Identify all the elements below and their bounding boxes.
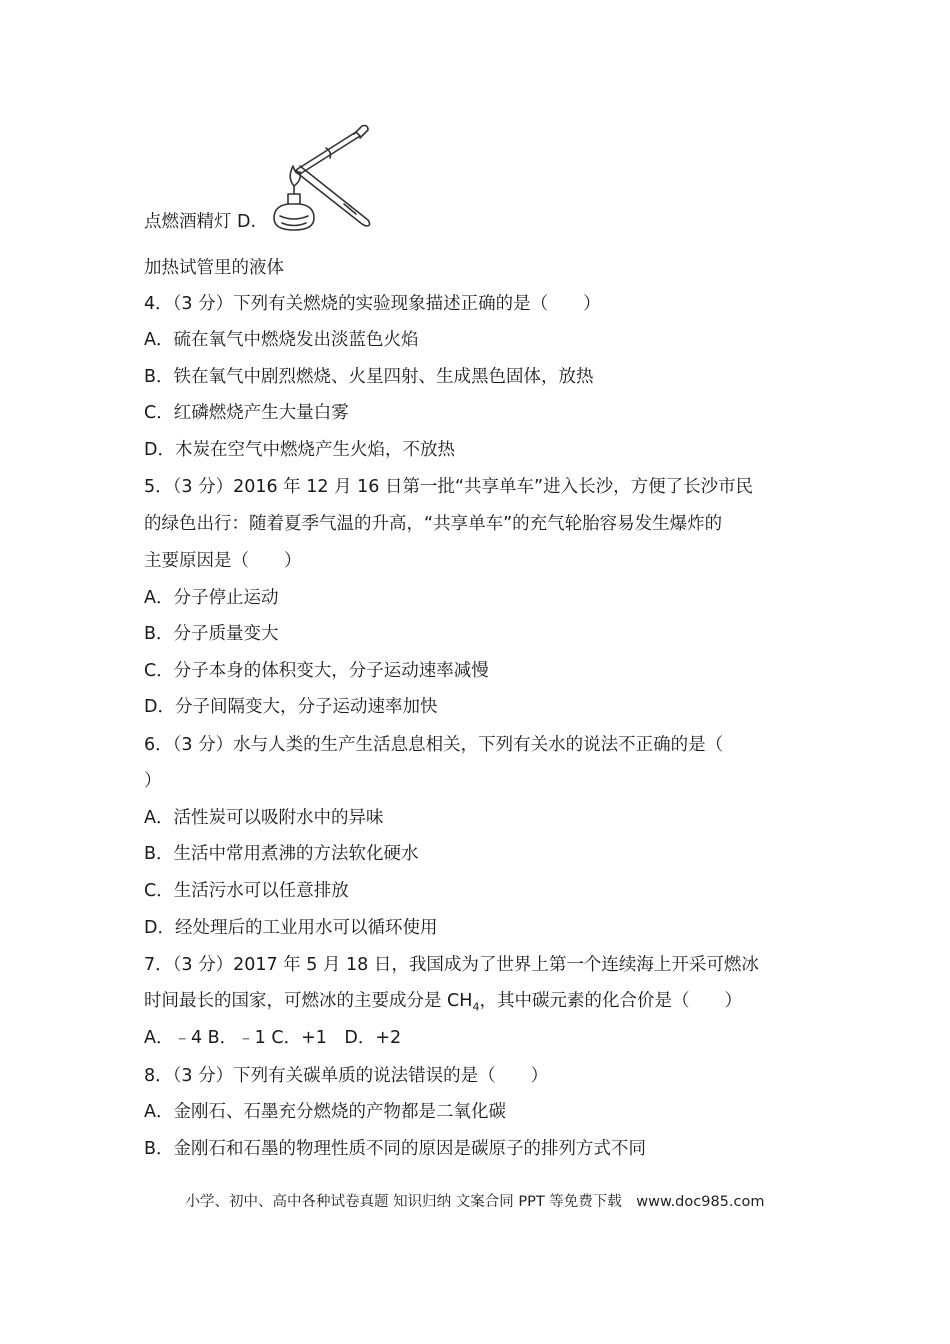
question-7-stem-line-1: 7．（3 分）2017 年 5 月 18 日，我国成为了世界上第一个连续海上开采可燃冰 (144, 955, 759, 975)
question-5-stem-line-3: 主要原因是（ ） (144, 551, 302, 571)
question-8-option-a: A．金刚石、石墨充分燃烧的产物都是二氧化碳 (144, 1102, 506, 1122)
question-6-option-c: C．生活污水可以任意排放 (144, 881, 349, 901)
figure-c-caption: 点燃酒精灯 D. (144, 212, 257, 232)
question-5-stem-line-1: 5．（3 分）2016 年 12 月 16 日第一批“共享单车”进入长沙，方便了长沙市民 (144, 477, 754, 497)
question-5-option-d: D．分子间隔变大，分子运动速率加快 (144, 697, 438, 717)
question-4-option-a: A．硫在氧气中燃烧发出淡蓝色火焰 (144, 330, 419, 350)
question-6-stem-line-2: ） (144, 771, 162, 791)
question-6-option-a: A．活性炭可以吸附水中的异味 (144, 808, 384, 828)
question-6-stem-line-1: 6．（3 分）水与人类的生产生活息息相关，下列有关水的说法不正确的是（ (144, 735, 724, 755)
question-5-stem-line-2: 的绿色出行：随着夏季气温的升高，“共享单车”的充气轮胎容易发生爆炸的 (144, 514, 723, 534)
question-7-stem-line-2 (144, 989, 742, 1020)
question-7-options: A．﹣4 B．﹣1 C．+1 D．+2 (144, 1028, 402, 1048)
question-7-stem-prefix: 时间最长的国家，可燃冰的主要成分是 CH (144, 991, 473, 1011)
question-5-option-a: A．分子停止运动 (144, 588, 279, 608)
page-footer: 小学、初中、高中各种试卷真题 知识归纳 文案合同 PPT 等免费下载 www.doc985.com (185, 1194, 765, 1210)
question-4-option-b: B．铁在氧气中剧烈燃烧、火星四射、生成黑色固体，放热 (144, 367, 594, 387)
ch4-subscript: 4 (472, 1000, 480, 1014)
question-5-option-b: B．分子质量变大 (144, 624, 279, 644)
question-4-option-c: C．红磷燃烧产生大量白雾 (144, 403, 349, 423)
question-8-stem: 8．（3 分）下列有关碳单质的说法错误的是（ ） (144, 1066, 549, 1086)
question-4-stem: 4．（3 分）下列有关燃烧的实验现象描述正确的是（ ） (144, 294, 601, 314)
question-8-option-b: B．金刚石和石墨的物理性质不同的原因是碳原子的排列方式不同 (144, 1139, 647, 1159)
question-6-option-d: D．经处理后的工业用水可以循环使用 (144, 918, 438, 938)
question-6-option-b: B．生活中常用煮沸的方法软化硬水 (144, 844, 419, 864)
question-7-stem-suffix: ，其中碳元素的化合价是（ ） (479, 991, 742, 1011)
question-4-option-d: D．木炭在空气中燃烧产生火焰，不放热 (144, 440, 455, 460)
figure-d-caption: 加热试管里的液体 (144, 258, 284, 278)
question-5-option-c: C．分子本身的体积变大，分子运动速率减慢 (144, 661, 489, 681)
alcohol-lamp-heating-test-tube-figure (260, 122, 395, 240)
